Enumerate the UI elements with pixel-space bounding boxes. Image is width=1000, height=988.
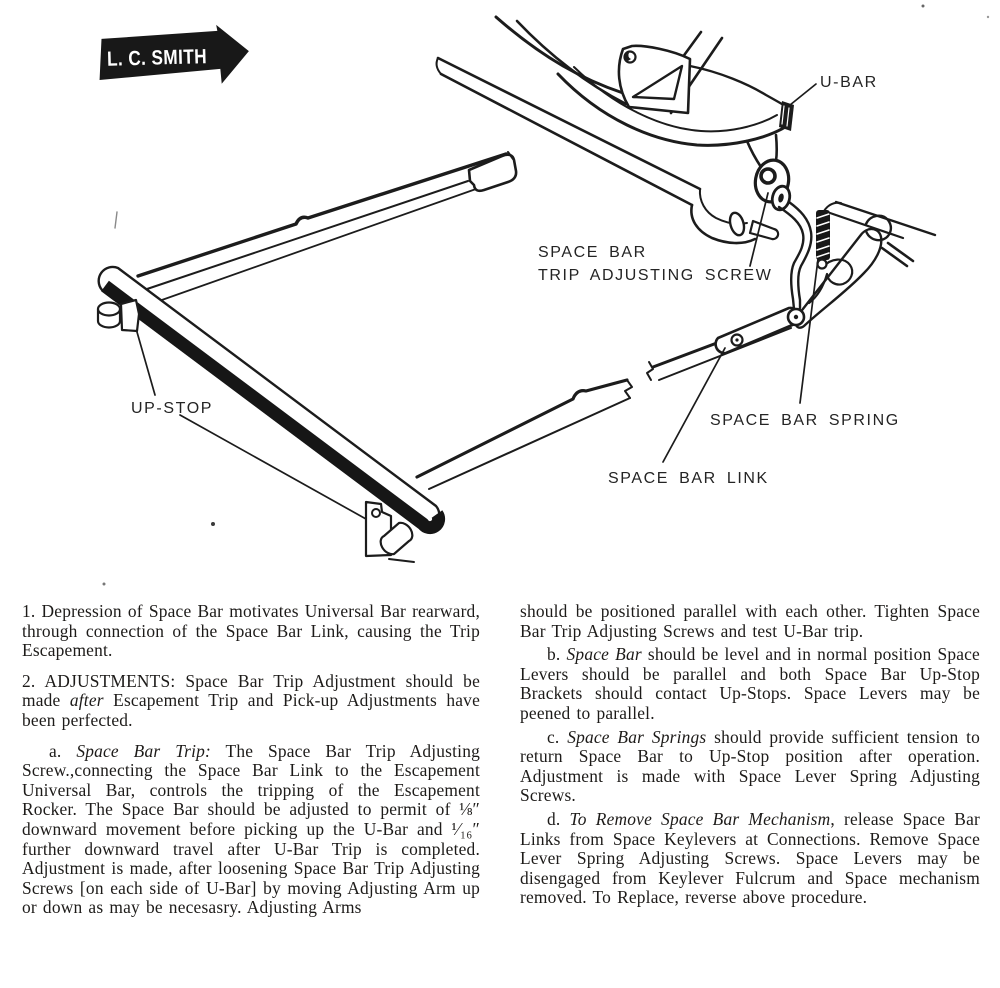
frame-side-plate [795,229,881,328]
label-u-bar: U-BAR [820,74,878,91]
spring-leader-line [800,259,818,403]
leader-lines [137,84,818,519]
paragraph-b-space-bar [520,645,980,723]
paragraph-1 [22,602,480,661]
label-trip-screw-line2: TRIP ADJUSTING SCREW [538,267,773,284]
text-segment-italic: Space Bar Springs [567,726,707,747]
up-stop-leader-line-1 [137,332,155,395]
label-up-stop: UP-STOP [131,400,214,417]
link-leader-line [663,348,725,462]
u-bar-assembly [496,17,794,167]
paragraph-continued [520,602,980,641]
text-segment-italic: after [69,690,104,711]
text-column-left [22,602,480,918]
text-segment: c. [547,726,568,747]
label-space-bar-link: SPACE BAR LINK [608,470,769,487]
text-segment-italic: Space Bar Trip: [76,740,211,761]
text-segment-italic: To Remove Space Bar Mechanism [569,808,831,829]
screw-pin [750,221,778,239]
text-segment: , release Space Bar Links from Space Keylevers at Connections. Remove Space Lever Spring Adjusting Screws. Space Levers may be disengaged from Keylever Fulcrum and Space mechanism removed. To Replace, reverse above procedure. [520,808,980,908]
text-segment: The Space Bar Trip Adjusting Screw.,connecting the Space Bar Link to the Escapement Universal Bar, controls the tripping of the Escapement Rocker. The Space Bar should be adjusted to permit of ⅛″ downward movement before picking up the U-Bar and ¹⁄₁₆″ further downward travel after U-Bar Trip is completed. Adjustment is made, after loosening Space Bar Trip Adjusting Screws [on each side of U-Bar] by moving Adjusting Arm up or down as may be necesasry. Adjusting Arms [22,740,480,918]
scan-mark [115,212,117,228]
text-segment: d. [547,808,570,829]
space-bar [99,267,440,529]
lc-smith-logo [98,24,249,87]
mechanism-line-art [98,5,989,586]
u-bar-end-face [779,101,794,131]
paragraph-d-remove-mechanism [520,810,980,908]
up-stop-bracket-left [98,300,139,331]
paragraph-2-adjustments [22,672,480,731]
paragraph-a-space-bar-trip [22,742,480,918]
u-bar-leader-line [790,84,816,105]
text-segment: a. [49,740,77,761]
text-segment: should provide sufficient tension to return Space Bar to Up-Stop position after operation. Adjustment is made with Space Lever Spring Adjusting Screws. [520,726,981,806]
label-space-bar-spring: SPACE BAR SPRING [710,412,900,429]
text-segment: 1. Depression of Space Bar motivates Universal Bar rearward, through connection of the Space Bar Link, causing the Trip Escapement. [22,601,480,661]
scan-speckles [103,5,990,586]
text-column-right [520,602,980,908]
text-segment: should be level and in normal position Space Levers should be parallel and both Space Bar Up-Stop Brackets should contact Up-Stops. Space Levers may be peened to parallel. [520,644,980,723]
text-segment: Escapement Trip and Pick-up Adjustments have been perfected. [22,690,480,730]
text-segment-italic: Space Bar [566,644,642,665]
text-segment: should be positioned parallel with each other. Tighten Space Bar Trip Adjusting Screws and test U-Bar trip. [520,601,980,641]
paragraph-c-space-bar-springs [520,728,980,806]
trip-adjusting-screw-assembly [691,157,792,243]
text-segment: 2. ADJUSTMENTS: Space Bar Trip Adjustment should be made [22,670,480,711]
upper-space-lever [138,152,516,301]
logo-text: L. C. SMITH [106,44,227,71]
label-trip-screw-line1: SPACE BAR [538,244,647,261]
text-segment: b. [547,644,567,665]
